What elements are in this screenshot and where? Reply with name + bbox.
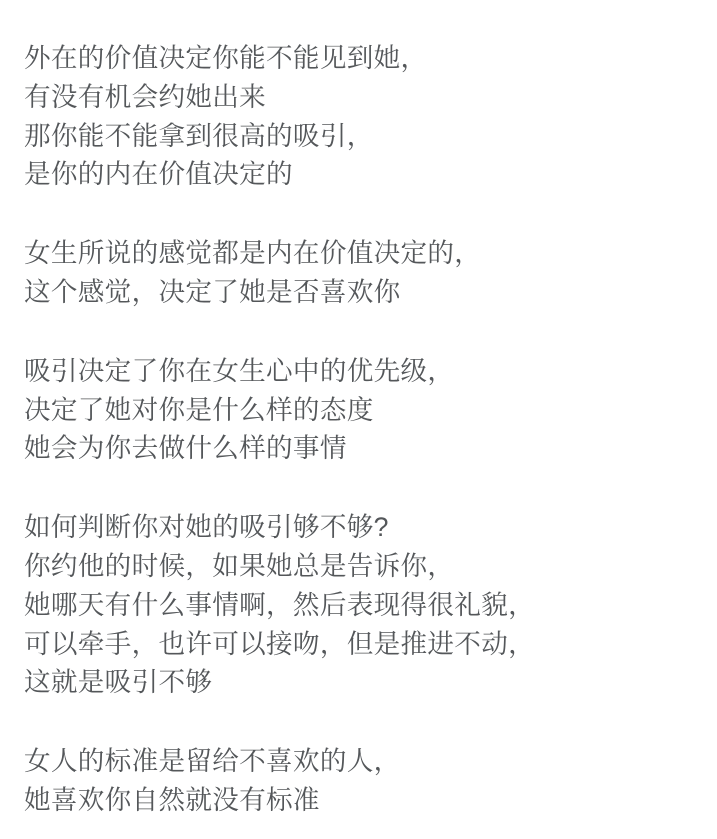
- text-line: 她会为你去做什么样的事情: [24, 433, 347, 464]
- paragraph: [24, 742, 697, 820]
- text-line: 女人的标准是留给不喜欢的人，: [24, 746, 401, 777]
- text-line: 那你能不能拿到很高的吸引，: [24, 120, 374, 151]
- text-line: 这个感觉，决定了她是否喜欢你: [24, 276, 401, 307]
- text-line: 如何判断你对她的吸引够不够?: [24, 512, 389, 543]
- text-line: 她哪天有什么事情啊，然后表现得很礼貌，: [24, 589, 535, 620]
- text-line: 女生所说的感觉都是内在价值决定的，: [24, 238, 482, 269]
- text-line: 有没有机会约她出来: [24, 81, 267, 112]
- paragraph: [24, 352, 697, 468]
- text-line: 吸引决定了你在女生心中的优先级，: [24, 355, 455, 386]
- text-line: 决定了她对你是什么样的态度: [24, 394, 374, 425]
- text-line: 是你的内在价值决定的: [24, 159, 293, 190]
- paragraph: [24, 39, 697, 194]
- text-line: 外在的价值决定你能不能见到她，: [24, 43, 428, 73]
- paragraph: [24, 508, 697, 702]
- text-line: 她喜欢你自然就没有标准: [24, 784, 320, 815]
- text-line: 可以牵手，也许可以接吻，但是推进不动，: [24, 628, 535, 659]
- paragraph: [24, 234, 697, 312]
- text-content: [24, 39, 697, 820]
- text-line: 这就是吸引不够: [24, 667, 213, 698]
- text-line: 你约他的时候，如果她总是告诉你，: [24, 550, 455, 581]
